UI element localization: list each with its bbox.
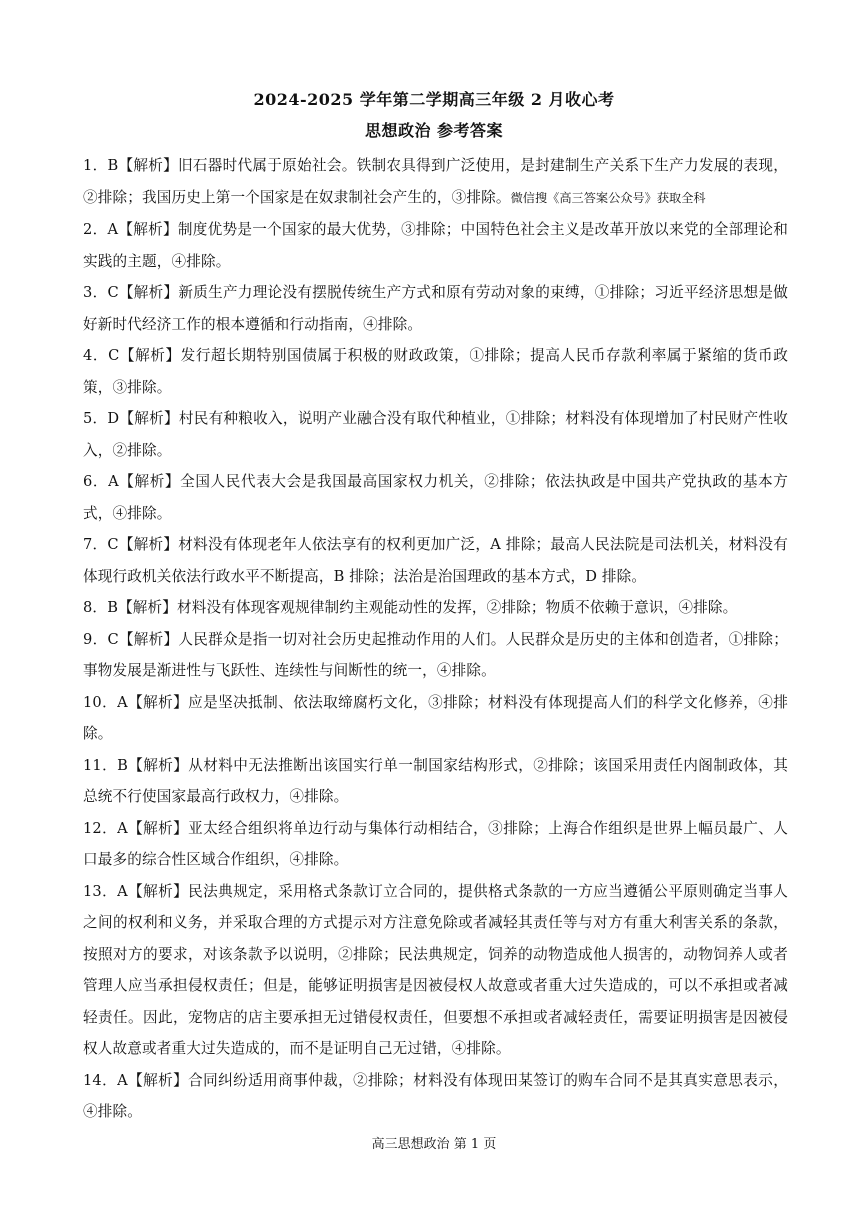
answer-letter: A xyxy=(117,1071,128,1089)
answer-item xyxy=(83,214,788,277)
answer-number: 1． xyxy=(83,157,108,174)
promo-note: 微信搜《高三答案公众号》获取全科 xyxy=(510,190,706,205)
analysis-tag: 【解析】 xyxy=(127,819,189,837)
analysis-text: 全国人民代表大会是我国最高国家权力机关，②排除；依法执政是中国共产党执政的基本方式，④排除。 xyxy=(83,473,788,522)
answer-number: 8． xyxy=(83,599,108,616)
answer-item xyxy=(83,403,788,466)
answer-item xyxy=(83,340,788,403)
analysis-tag: 【解析】 xyxy=(119,347,181,364)
answer-item xyxy=(83,529,788,592)
analysis-text: 发行超长期特别国债属于积极的财政政策，①排除；提高人民币存款利率属于紧缩的货币政策，③排除。 xyxy=(83,347,788,396)
answer-item xyxy=(83,592,788,624)
answer-letter: A xyxy=(108,473,119,490)
analysis-tag: 【解析】 xyxy=(118,284,179,301)
analysis-text: 民法典规定，采用格式条款订立合同的，提供格式条款的一方应当遵循公平原则确定当事人之间的权利和义务，并采取合理的方式提示对方注意免除或者减轻其责任等与对方有重大利害关系的条款，按照对方的要求，对该条款予以说明，②排除；民法典规定，饲养的动物造成他人损害的，动物饲养人或者管理人应当承担侵权责任；但是，能够证明损害是因被侵权人故意或者重大过失造成的，可以不承担或者减轻责任。因此，宠物店的店主要承担无过错侵权责任，但要想不承担或者减轻责任，需要证明损害是因被侵权人故意或者重大过失造成的，而不是证明自己无过错，④排除。 xyxy=(83,882,788,1057)
answer-item xyxy=(83,750,788,813)
answer-number: 13． xyxy=(83,882,118,900)
answer-letter: A xyxy=(117,882,128,900)
answer-item xyxy=(83,150,788,214)
answer-key-subtitle: 思想政治 参考答案 xyxy=(364,121,504,140)
answer-number: 7． xyxy=(83,536,108,553)
analysis-tag: 【解析】 xyxy=(127,1071,189,1089)
analysis-text: 制度优势是一个国家的最大优势，③排除；中国特色社会主义是改革开放以来党的全部理论和实践的主题，④排除。 xyxy=(83,221,788,270)
analysis-tag: 【解析】 xyxy=(118,157,179,174)
analysis-text: 旧石器时代属于原始社会。铁制农具得到广泛使用，是封建制生产关系下生产力发展的表现，②排除；我国历史上第一个国家是在奴隶制社会产生的，③排除。 xyxy=(83,157,789,206)
answer-letter: D xyxy=(107,410,120,427)
answer-letter: C xyxy=(108,347,120,364)
answer-letter: C xyxy=(107,630,119,648)
answer-number: 12． xyxy=(83,819,118,837)
answer-list xyxy=(83,150,788,1128)
analysis-tag: 【解析】 xyxy=(118,221,178,238)
analysis-tag: 【解析】 xyxy=(118,536,179,553)
answer-number: 11． xyxy=(83,756,118,774)
answer-item xyxy=(83,687,788,750)
answer-number: 2． xyxy=(83,221,108,238)
analysis-tag: 【解析】 xyxy=(127,693,189,711)
answer-letter: A xyxy=(107,221,119,238)
answer-letter: C xyxy=(107,284,119,301)
page-footer: 高三思想政治 第 1 页 xyxy=(371,1137,497,1152)
analysis-text: 材料没有体现老年人依法享有的权利更加广泛，A 排除；最高人民法院是司法机关，材料没有体现行政机关依法行政水平不断提高，B 排除；法治是治国理政的基本方式，D 排除。 xyxy=(83,536,788,585)
analysis-text: 新质生产力理论没有摆脱传统生产方式和原有劳动对象的束缚，①排除；习近平经济思想是做好新时代经济工作的根本遵循和行动指南，④排除。 xyxy=(83,284,788,333)
answer-number: 5． xyxy=(83,410,108,427)
answer-letter: A xyxy=(117,693,128,711)
answer-item xyxy=(83,624,788,687)
answer-number: 4． xyxy=(83,347,109,364)
analysis-text: 村民有种粮收入，说明产业融合没有取代种植业，①排除；材料没有体现增加了村民财产性收入，②排除。 xyxy=(83,410,788,459)
answer-item xyxy=(83,277,788,340)
answer-item xyxy=(83,466,788,529)
answer-letter: A xyxy=(117,819,128,837)
analysis-tag: 【解析】 xyxy=(118,630,179,648)
answer-letter: B xyxy=(107,157,119,174)
answer-number: 3． xyxy=(83,284,108,301)
exam-title: 2024-2025 学年第二学期高三年级 2 月收心考 xyxy=(253,90,615,109)
answer-item xyxy=(83,876,788,1065)
analysis-tag: 【解析】 xyxy=(118,599,178,616)
analysis-tag: 【解析】 xyxy=(128,756,189,774)
answer-item xyxy=(83,813,788,876)
analysis-text: 合同纠纷适用商事仲裁，②排除；材料没有体现田某签订的购车合同不是其真实意思表示，④排除。 xyxy=(83,1071,788,1120)
answer-number: 10． xyxy=(83,693,118,711)
analysis-text: 人民群众是指一切对社会历史起推动作用的人们。人民群众是历史的主体和创造者，①排除；事物发展是渐进性与飞跃性、连续性与间断性的统一，④排除。 xyxy=(83,630,788,679)
analysis-text: 应是坚决抵制、依法取缔腐朽文化，③排除；材料没有体现提高人们的科学文化修养，④排除。 xyxy=(83,693,788,742)
answer-item xyxy=(83,1065,788,1128)
answer-letter: C xyxy=(107,536,119,553)
answer-number: 14． xyxy=(83,1071,118,1089)
answer-number: 6． xyxy=(83,473,109,490)
answer-letter: B xyxy=(107,599,119,616)
analysis-tag: 【解析】 xyxy=(127,882,189,900)
answer-number: 9． xyxy=(83,630,108,648)
answer-letter: B xyxy=(117,756,128,774)
analysis-text: 从材料中无法推断出该国实行单一制国家结构形式，②排除；该国采用责任内阁制政体，其总统不行使国家最高行政权力，④排除。 xyxy=(83,756,788,805)
analysis-text: 材料没有体现客观规律制约主观能动性的发挥，②排除；物质不依赖于意识，④排除。 xyxy=(177,599,738,616)
analysis-tag: 【解析】 xyxy=(118,473,181,490)
analysis-tag: 【解析】 xyxy=(119,410,179,427)
analysis-text: 亚太经合组织将单边行动与集体行动相结合，③排除；上海合作组织是世界上幅员最广、人口最多的综合性区域合作组织，④排除。 xyxy=(83,819,788,868)
